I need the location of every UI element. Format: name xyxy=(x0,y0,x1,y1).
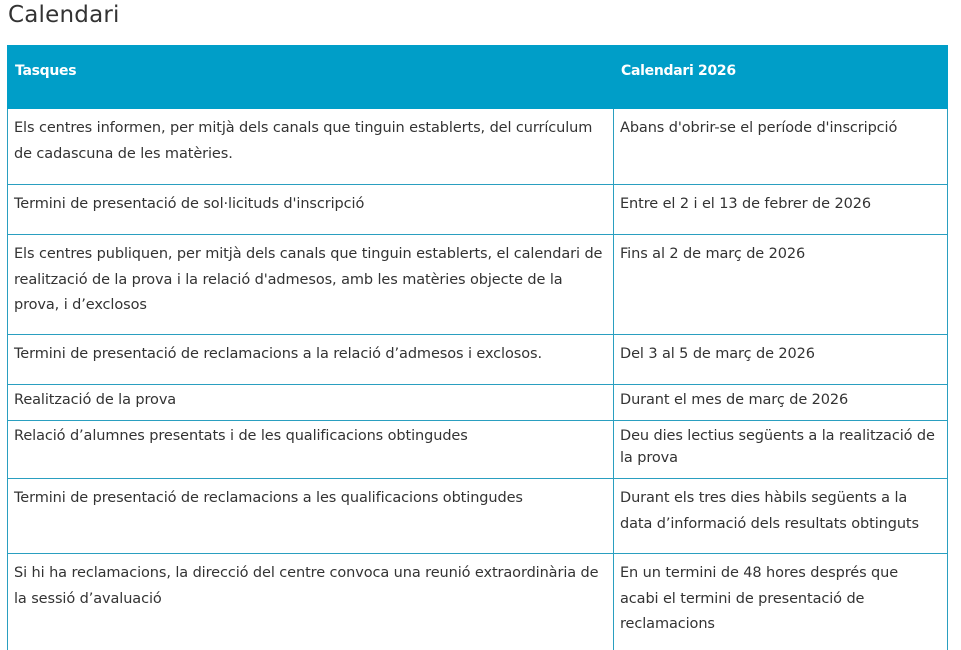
table-row xyxy=(8,385,948,421)
table-row xyxy=(8,185,948,235)
date-cell: Durant els tres dies hàbils següents a la data d’informació dels resultats obtinguts xyxy=(614,479,948,554)
date-cell: Entre el 2 i el 13 de febrer de 2026 xyxy=(614,185,948,235)
column-header-tasks: Tasques xyxy=(8,46,614,109)
table-row xyxy=(8,554,948,650)
task-cell: Realització de la prova xyxy=(8,385,614,421)
date-cell: Durant el mes de març de 2026 xyxy=(614,385,948,421)
table-row xyxy=(8,109,948,185)
task-cell: Si hi ha reclamacions, la direcció del centre convoca una reunió extraordinària de la sessió d’avaluació xyxy=(8,554,614,650)
task-cell: Els centres informen, per mitjà dels canals que tinguin establerts, del currículum de cadascuna de les matèries. xyxy=(8,109,614,185)
table-row xyxy=(8,479,948,554)
date-cell: Fins al 2 de març de 2026 xyxy=(614,235,948,335)
task-cell: Els centres publiquen, per mitjà dels canals que tinguin establerts, el calendari de realització de la prova i la relació d'admesos, amb les matèries objecte de la prova, i d’exclosos xyxy=(8,235,614,335)
task-cell: Termini de presentació de sol·licituds d'inscripció xyxy=(8,185,614,235)
date-cell: Deu dies lectius següents a la realització de la prova xyxy=(614,421,948,479)
column-header-calendar: Calendari 2026 xyxy=(614,46,948,109)
task-cell: Relació d’alumnes presentats i de les qualificacions obtingudes xyxy=(8,421,614,479)
page-title: Calendari xyxy=(8,2,120,28)
table-row xyxy=(8,235,948,335)
table-row xyxy=(8,421,948,479)
table-row xyxy=(8,335,948,385)
table-header-row xyxy=(8,46,948,109)
task-cell: Termini de presentació de reclamacions a les qualificacions obtingudes xyxy=(8,479,614,554)
date-cell: Abans d'obrir-se el període d'inscripció xyxy=(614,109,948,185)
date-cell: En un termini de 48 hores després que acabi el termini de presentació de reclamacions xyxy=(614,554,948,650)
calendar-table xyxy=(7,45,948,650)
date-cell: Del 3 al 5 de març de 2026 xyxy=(614,335,948,385)
task-cell: Termini de presentació de reclamacions a la relació d’admesos i exclosos. xyxy=(8,335,614,385)
